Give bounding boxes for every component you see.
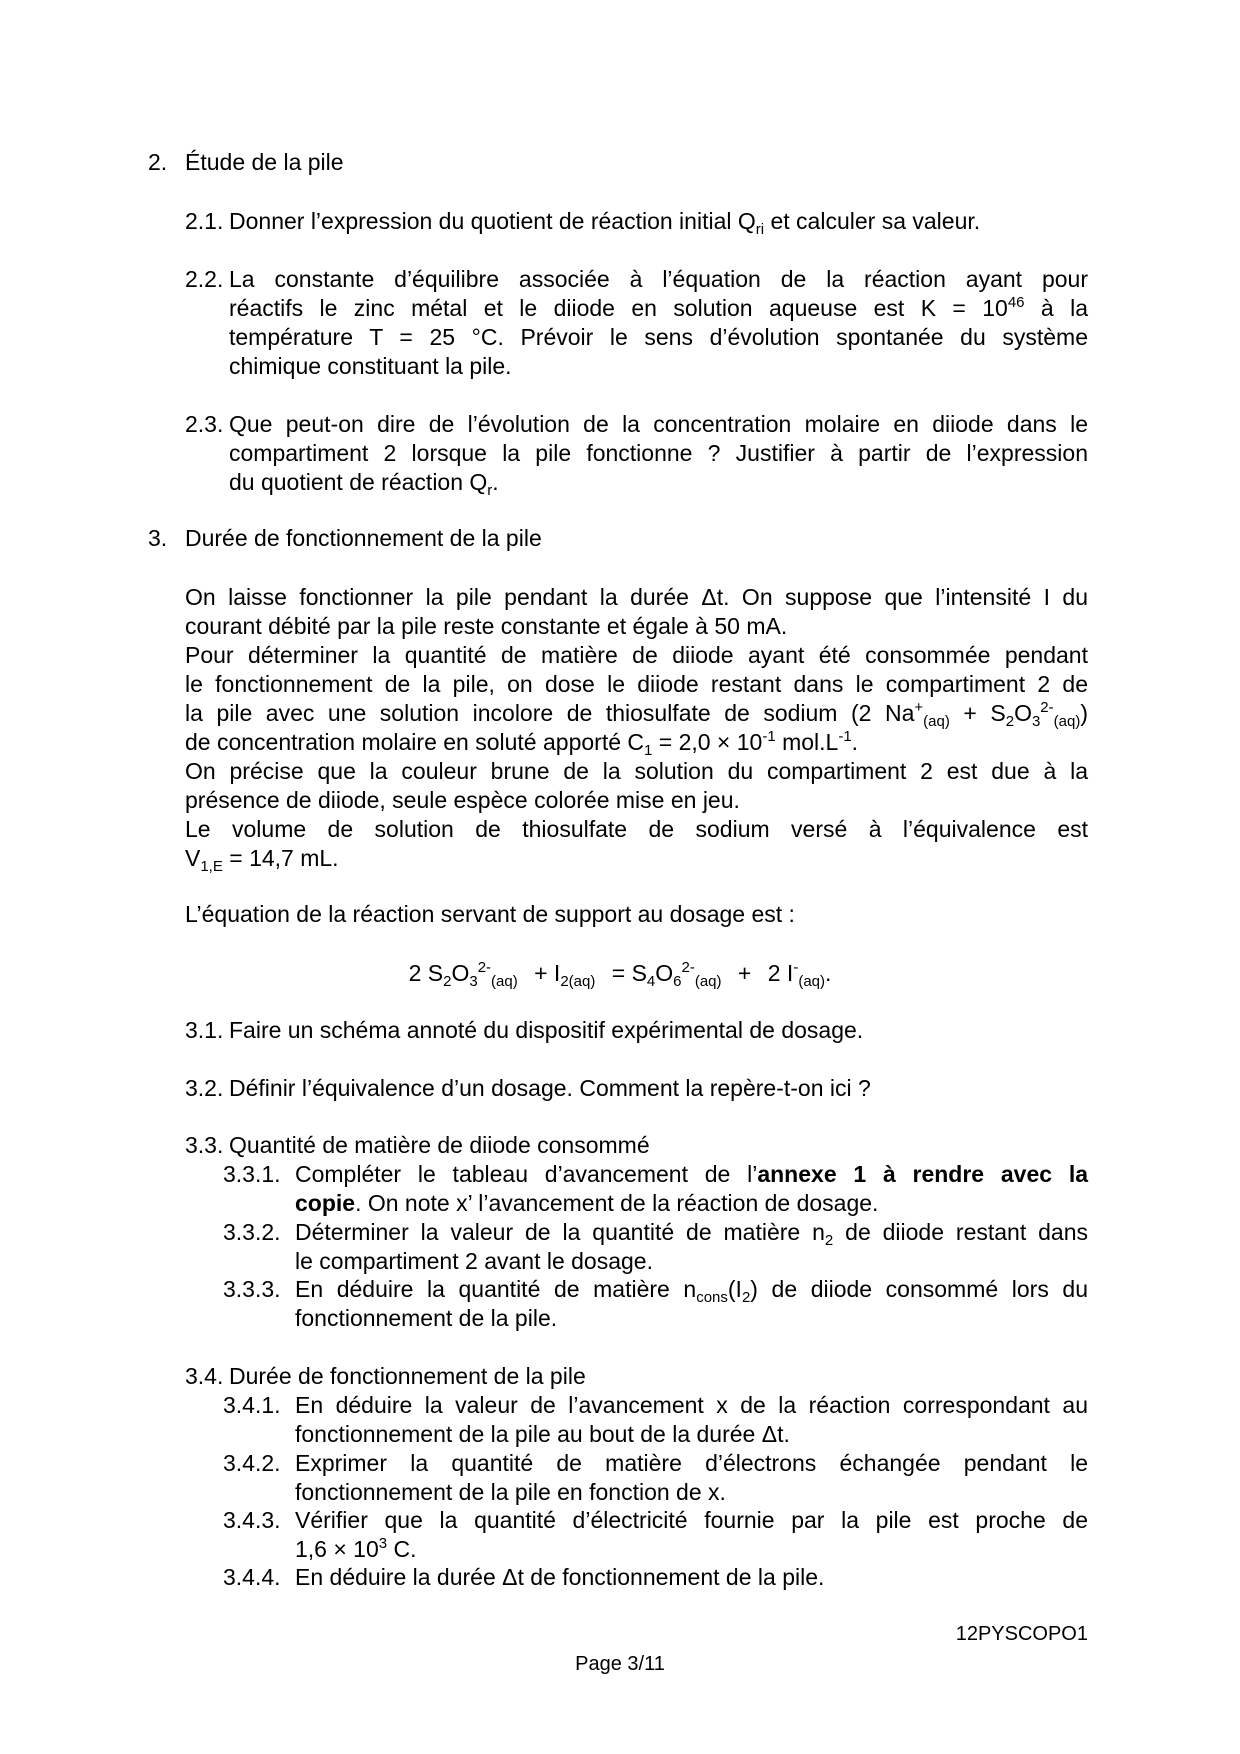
- question-2-3-text: Que peut-on dire de l’évolution de la concentration molaire en diiode dans le compartiment 2 lorsque la pile fonctionne ? Justifier à partir de l’expression du quotient de réaction $Q_r$.: [229, 411, 1088, 499]
- question-3-3-2-text: Déterminer la valeur de la quantité de matière $n_2$ de diiode restant dans le compartiment 2 avant le dosage.: [295, 1219, 1089, 1274]
- question-3-1-number: 3.1.: [185, 1017, 224, 1043]
- question-3-4-1-number: 3.4.1.: [223, 1392, 281, 1418]
- section-3-number: 3.: [148, 525, 168, 551]
- question-3-4-3-text: Vérifier que la quantité d’électricité fournie par la pile est proche de $1,6 \times 10^3$ C.: [295, 1507, 1088, 1562]
- question-2-1-number: 2.1.: [185, 208, 224, 234]
- question-3-4-3-number: 3.4.3.: [223, 1507, 281, 1533]
- page-number: Page 3/11: [575, 1653, 665, 1675]
- question-3-3-3-text: En déduire la quantité de matière $n_{cons}(I_2)$ de diiode consommé lors du fonctionnement de la pile.: [295, 1276, 1088, 1331]
- question-3-3-1-number: 3.3.1.: [223, 1161, 281, 1187]
- exam-code: 12PYSCOPO1: [955, 1623, 1088, 1645]
- question-3-2-text: Définir l’équivalence d’un dosage. Comment la repère-t-on ici ?: [229, 1075, 871, 1101]
- question-3-4-4-text: En déduire la durée Δt de fonctionnement de la pile.: [295, 1564, 825, 1590]
- section-3-title: Durée de fonctionnement de la pile: [185, 525, 542, 551]
- question-3-4-1-text: En déduire la valeur de l’avancement x de la réaction correspondant au fonctionnement de la pile au bout de la durée Δt.: [295, 1392, 1088, 1447]
- equation-intro: L’équation de la réaction servant de support au dosage est :: [185, 901, 795, 927]
- question-3-3-3-number: 3.3.3.: [223, 1276, 281, 1302]
- question-2-2-text: La constante d’équilibre associée à l’équation de la réaction ayant pour réactifs le zinc métal et le diiode en solution aqueuse est $K = 10^{46}$ à la température T = 25 °C. Prévoir le sens d’évolution spontanée du système chimique constituant la pile.: [229, 266, 1088, 379]
- question-3-3-2-number: 3.3.2.: [223, 1219, 281, 1245]
- question-3-3-title: Quantité de matière de diiode consommé: [229, 1132, 650, 1158]
- question-3-4-title: Durée de fonctionnement de la pile: [229, 1363, 586, 1389]
- question-3-1-text: Faire un schéma annoté du dispositif expérimental de dosage.: [229, 1017, 864, 1043]
- question-3-3-number: 3.3.: [185, 1132, 224, 1158]
- question-2-3-number: 2.3.: [185, 411, 224, 437]
- question-3-4-2-number: 3.4.2.: [223, 1450, 281, 1476]
- section-2-number: 2.: [148, 149, 168, 175]
- question-3-3-1-text: Compléter le tableau d’avancement de l’annexe 1 à rendre avec la copie. On note x’ l’avancement de la réaction de dosage.: [295, 1161, 1089, 1216]
- question-3-4-number: 3.4.: [185, 1363, 224, 1389]
- section-2-title: Étude de la pile: [185, 149, 344, 175]
- titration-equation: 2 $S_2O_3^{2-}_{(aq)} + I_{2(aq)} = S_4O_6^{2-}_{(aq)} + 2$ $I^-_{(aq)}$.: [408, 959, 832, 990]
- question-2-2-number: 2.2.: [185, 266, 224, 292]
- question-3-2-number: 3.2.: [185, 1075, 224, 1101]
- section-3-intro: On laisse fonctionner la pile pendant la durée Δt. On suppose que l’intensité I du courant débité par la pile reste constante et égale à 50 mA. Pour déterminer la quantité de matière de diiode ayant été consommée pendant le fonctionnement de la pile, on dose le diiode restant dans le compartiment 2 de la pile avec une solution incolore de thiosulfate de sodium (2 $Na^+_{(aq)} + S_2O_3^{2-}_{(aq)}$) de concentration molaire en soluté apporté $C_1 = 2,0 \times 10^{-1}$ $mol.L^{-1}$. On précise que la couleur brune de la solution du compartiment 2 est due à la présence de diiode, seule espèce colorée mise en jeu. Le volume de solution de thiosulfate de sodium versé à l’équivalence est $V_{1,E} = 14,7$ mL.: [185, 584, 1088, 875]
- question-3-4-2-text: Exprimer la quantité de matière d’électrons échangée pendant le fonctionnement de la pile en fonction de x.: [295, 1450, 1088, 1505]
- question-2-1-text: Donner l’expression du quotient de réaction initial $Q_{ri}$ et calculer sa valeur.: [229, 208, 981, 238]
- question-3-4-4-number: 3.4.4.: [223, 1564, 281, 1590]
